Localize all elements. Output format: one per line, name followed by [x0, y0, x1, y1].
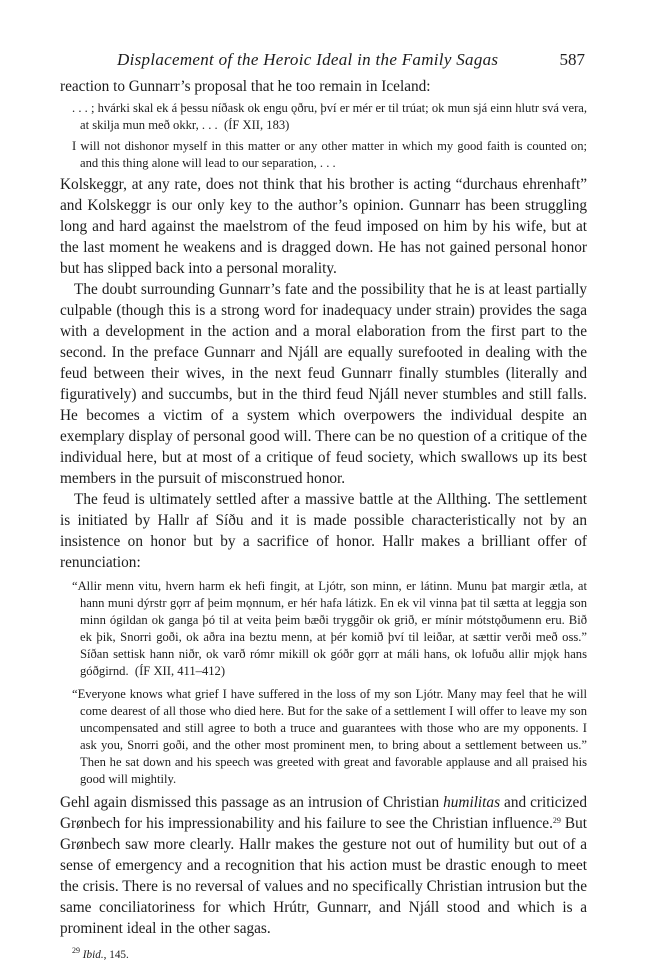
running-title: Displacement of the Heroic Ideal in the Family Sagas [117, 50, 499, 69]
footnote-reference: 29 [552, 816, 561, 825]
footnote-ibid: Ibid. [82, 949, 104, 961]
running-header [60, 50, 587, 76]
paragraph-kolskeggr: Kolskeggr, at any rate, does not think that his brother is acting “durchaus ehrenhaft” and Kolskeggr is our only key to the author’s opinion. Gunnarr has been struggling long and hard against the maelstrom of the feud imposed on him by his wife, but at the last moment he weakens and is dragged down. He has not gained personal honor but has slipped back into a personal morality. [60, 176, 587, 277]
quote-1-text: . . . ; hvárki skal ek á þessu níðask ok engu ǫðru, því er mér er til trúat; ok mun sjá einn hlutr svá vera, at skilja mun með okkr, . . . [72, 101, 587, 132]
footnote-text: , 145. [103, 949, 129, 961]
page-number: 587 [559, 50, 585, 69]
old-norse-quote-2 [72, 578, 587, 680]
gehl-text-start: Gehl again dismissed this passage as an intrusion of Christian [60, 794, 440, 811]
footnote-number: 29 [72, 946, 80, 955]
quote-2-text: “Allir menn vitu, hvern harm ek hefi fingit, at Ljótr, son minn, er látinn. Munu þat margir ætla, at hann muni dýrstr gǫrr af þeim mǫnnum, er hér hafa látizk. En ek vil vinna þat til sætta at leggja son minn ógildan ok ganga þó til at veita þeim bæði tryggðir ok grið, er mínir mótstǫðumenn eru. Bið ek þik, Snorri goði, ok aðra ina beztu menn, at þér komið því til leiðar, at sættir verði með oss.” Síðan settisk hann niðr, ok varð rómr mikill ok góðr gǫrr at máli hans, ok lofuðu allir mjǫk hans góðgirnd. [72, 579, 587, 678]
translation-quote-1: I will not dishonor myself in this matter or any other matter in which my good faith is counted on; and this thing alone will lead to our separation, . . . [72, 139, 587, 170]
quote-1-citation: (ÍF XII, 183) [223, 118, 290, 132]
translation-quote-2: “Everyone knows what grief I have suffered in the loss of my son Ljótr. Many may feel that he will come dearest of all those who died here. But for the sake of a settlement I will offer to leave my son uncompensated and still agree to both a truce and guarantees with those who are my opponents. I ask you, Snorri goði, and the other most prominent men, to bring about a settlement between us.” Then he sat down and his speech was greeted with great and favorable applause and all praised his good will mightily. [72, 687, 587, 786]
quote-2-citation: (ÍF XII, 411–412) [134, 664, 226, 678]
old-norse-quote-1 [72, 100, 587, 134]
gehl-text-middle: and criticized Grønbech for his impressionability and his failure to see the Christian influence. [60, 794, 587, 832]
page [60, 50, 587, 961]
humilitas-term: humilitas [443, 794, 501, 811]
paragraph-intro: reaction to Gunnarr’s proposal that he too remain in Iceland: [60, 78, 431, 95]
paragraph-feud-settled: The feud is ultimately settled after a massive battle at the Allthing. The settlement is initiated by Hallr af Síðu and it is made possible characteristically not by an insistence on honor but by a sacrifice of honor. Hallr makes a brilliant offer of renunciation: [60, 491, 587, 571]
paragraph-gehl [60, 792, 587, 939]
footnote [72, 946, 587, 961]
paragraph-doubt: The doubt surrounding Gunnarr’s fate and the possibility that he is at least partially culpable (though this is a strong word for inadequacy under strain) provides the saga with a development in the action and a moral elaboration from the first part to the second. In the preface Gunnarr and Njáll are equally surefooted in dealing with the feud between their wives, in the next feud Gunnarr finally stumbles (literally and figuratively) and succumbs, but in the third feud Njáll never stumbles and still falls. He becomes a victim of a system which overpowers the individual despite an exemplary display of personal good will. There can be no question of a critique of the individual here, but at most of a critique of feud society, which swallows up its best members in the pursuit of misconstrued honor. [60, 281, 587, 487]
gehl-text-end: But Grønbech saw more clearly. Hallr makes the gesture not out of humility but out of a sense of emergency and a recognition that his action must be drastic enough to meet the crisis. There is no reversal of values and no specifically Christian intrusion but the same conciliatoriness for which Hrútr, Gunnarr, and Njáll stood and which is a prominent ideal in the other sagas. [60, 815, 588, 937]
